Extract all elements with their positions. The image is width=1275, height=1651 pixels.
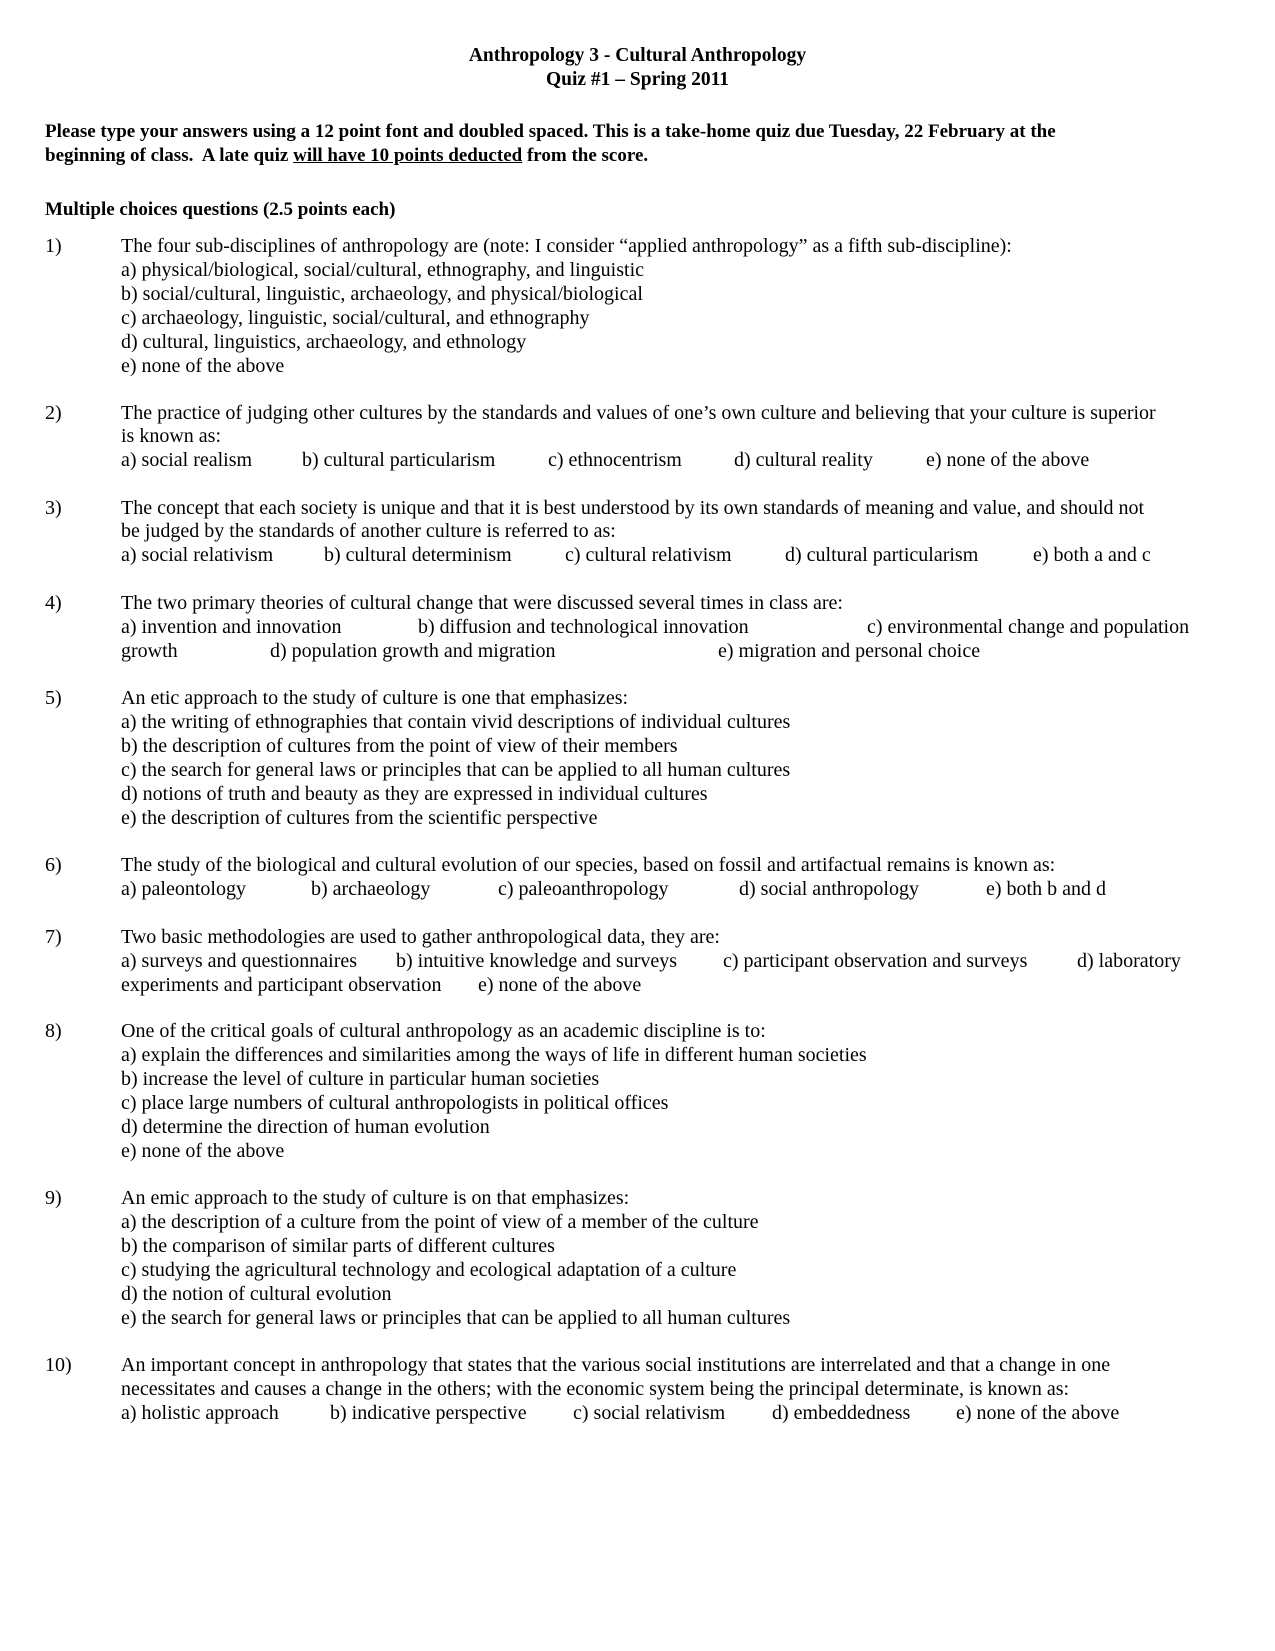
answer-option: b) social/cultural, linguistic, archaeology, and physical/biological [121, 283, 643, 305]
answer-option: c) social relativism [573, 1402, 726, 1424]
answer-option: e) none of the above [956, 1402, 1120, 1424]
answer-option: c) place large numbers of cultural anthropologists in political offices [121, 1092, 669, 1114]
answer-option: b) indicative perspective [330, 1402, 527, 1424]
answer-option: e) none of the above [121, 355, 285, 377]
answer-option: b) the description of cultures from the point of view of their members [121, 735, 678, 757]
answer-option: c) cultural relativism [565, 544, 732, 566]
question-number: 4) [45, 592, 62, 614]
answer-option: a) paleontology [121, 878, 246, 900]
answer-option: d) cultural particularism [785, 544, 979, 566]
answer-option: b) the comparison of similar parts of different cultures [121, 1235, 555, 1257]
answer-option: d) cultural, linguistics, archaeology, and ethnology [121, 331, 527, 353]
answer-option: a) surveys and questionnaires [121, 950, 358, 972]
page-subtitle: Quiz #1 – Spring 2011 [545, 69, 730, 90]
instructions-line-1: Please type your answers using a 12 point font and doubled spaced. This is a take-home quiz due Tuesday, 22 February at the [45, 121, 1056, 142]
question-number: 8) [45, 1020, 62, 1042]
late-penalty-text: will have 10 points deducted [293, 145, 523, 166]
question-stem: The concept that each society is unique and that it is best understood by its own standards of meaning and value, and should not [121, 497, 1145, 519]
answer-option: a) social realism [121, 449, 253, 471]
answer-option: b) intuitive knowledge and surveys [396, 950, 678, 972]
answer-option: a) social relativism [121, 544, 274, 566]
question-stem: An emic approach to the study of culture is on that emphasizes: [121, 1187, 630, 1209]
answer-option-continuation: experiments and participant observation [121, 974, 442, 996]
question-stem: The four sub-disciplines of anthropology are (note: I consider “applied anthropology” as a fifth sub-discipline): [121, 235, 1012, 257]
answer-option: d) population growth and migration [270, 640, 556, 662]
instructions-line-2-end: from the score. [522, 145, 649, 166]
answer-option: d) determine the direction of human evolution [121, 1116, 490, 1138]
answer-option: c) the search for general laws or principles that can be applied to all human cultures [121, 759, 791, 781]
question-number: 9) [45, 1187, 62, 1209]
answer-option: d) cultural reality [734, 449, 873, 471]
answer-option: b) cultural determinism [324, 544, 512, 566]
instructions-line-2 [45, 144, 648, 168]
answer-option: c) ethnocentrism [548, 449, 682, 471]
question-number: 3) [45, 497, 62, 519]
answer-option: e) both b and d [986, 878, 1106, 900]
answer-option: b) archaeology [311, 878, 431, 900]
answer-option: a) physical/biological, social/cultural, ethnography, and linguistic [121, 259, 645, 281]
answer-option: e) the description of cultures from the scientific perspective [121, 807, 598, 829]
question-stem: An etic approach to the study of culture is one that emphasizes: [121, 687, 629, 709]
answer-option: e) none of the above [926, 449, 1090, 471]
answer-option: d) social anthropology [739, 878, 919, 900]
question-stem: The practice of judging other cultures by the standards and values of one’s own culture and believing that your culture is superior [121, 402, 1156, 424]
answer-option: a) invention and innovation [121, 616, 342, 638]
answer-option: e) migration and personal choice [718, 640, 981, 662]
answer-option: e) the search for general laws or principles that can be applied to all human cultures [121, 1307, 791, 1329]
answer-option: e) none of the above [478, 974, 642, 996]
question-stem: An important concept in anthropology that states that the various social institutions are interrelated and that a change in one [121, 1354, 1111, 1376]
answer-option: c) participant observation and surveys [723, 950, 1028, 972]
question-stem: necessitates and causes a change in the others; with the economic system being the principal determinate, is known as: [121, 1378, 1070, 1400]
question-number: 6) [45, 854, 62, 876]
instructions-line-2-start: beginning of class. A late quiz [45, 145, 294, 166]
answer-option: c) archaeology, linguistic, social/cultural, and ethnography [121, 307, 590, 329]
question-number: 7) [45, 926, 62, 948]
question-number: 10) [45, 1354, 72, 1376]
question-stem: be judged by the standards of another culture is referred to as: [121, 520, 616, 542]
answer-option: a) the description of a culture from the point of view of a member of the culture [121, 1211, 759, 1233]
answer-option: b) diffusion and technological innovation [418, 616, 749, 638]
question-number: 1) [45, 235, 62, 257]
question-number: 2) [45, 402, 62, 424]
answer-option: b) increase the level of culture in particular human societies [121, 1068, 600, 1090]
section-heading: Multiple choices questions (2.5 points each) [45, 199, 396, 220]
answer-option: e) none of the above [121, 1140, 285, 1162]
page-title: Anthropology 3 - Cultural Anthropology [468, 45, 807, 66]
question-stem: is known as: [121, 425, 221, 447]
answer-option: e) both a and c [1033, 544, 1151, 566]
answer-option: c) paleoanthropology [498, 878, 669, 900]
question-stem: The two primary theories of cultural change that were discussed several times in class are: [121, 592, 843, 614]
answer-option: a) explain the differences and similarities among the ways of life in different human societies [121, 1044, 867, 1066]
answer-option-continuation: growth [121, 640, 178, 662]
answer-option: a) the writing of ethnographies that contain vivid descriptions of individual cultures [121, 711, 791, 733]
question-number: 5) [45, 687, 62, 709]
answer-option: d) notions of truth and beauty as they are expressed in individual cultures [121, 783, 708, 805]
question-stem: One of the critical goals of cultural anthropology as an academic discipline is to: [121, 1020, 766, 1042]
answer-option: b) cultural particularism [302, 449, 496, 471]
question-stem: Two basic methodologies are used to gather anthropological data, they are: [121, 926, 720, 948]
answer-option: c) environmental change and population [867, 616, 1190, 638]
answer-option: a) holistic approach [121, 1402, 279, 1424]
answer-option: d) the notion of cultural evolution [121, 1283, 392, 1305]
answer-option: c) studying the agricultural technology and ecological adaptation of a culture [121, 1259, 737, 1281]
answer-option: d) embeddedness [772, 1402, 911, 1424]
question-stem: The study of the biological and cultural evolution of our species, based on fossil and artifactual remains is known as: [121, 854, 1056, 876]
answer-option: d) laboratory [1077, 950, 1181, 972]
